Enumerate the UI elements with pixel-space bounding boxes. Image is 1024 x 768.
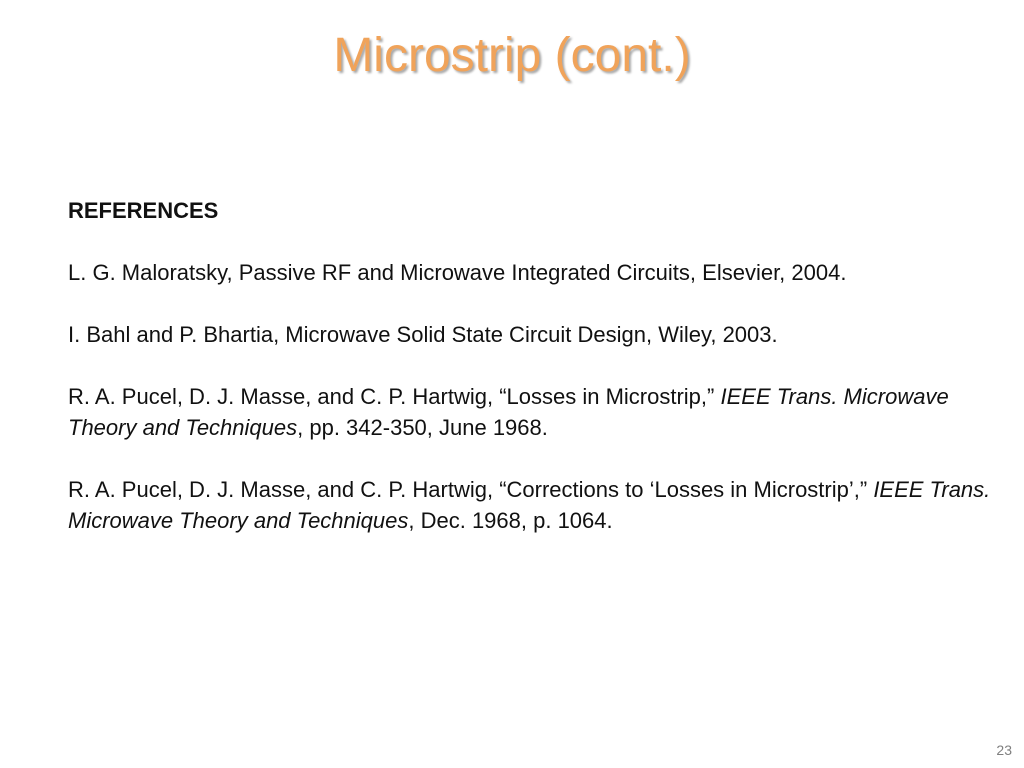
references-section bbox=[68, 195, 998, 567]
reference-item bbox=[68, 381, 998, 443]
reference-text: , pp. 342-350, June 1968. bbox=[297, 415, 548, 440]
reference-item bbox=[68, 474, 998, 536]
reference-text: L. G. Maloratsky, Passive RF and Microwave Integrated Circuits, Elsevier, 2004. bbox=[68, 260, 847, 285]
reference-text: I. Bahl and P. Bhartia, Microwave Solid State Circuit Design, Wiley, 2003. bbox=[68, 322, 778, 347]
reference-item bbox=[68, 257, 998, 288]
reference-text: R. A. Pucel, D. J. Masse, and C. P. Hartwig, “Losses in Microstrip,” bbox=[68, 384, 721, 409]
references-heading: REFERENCES bbox=[68, 198, 219, 223]
reference-text: R. A. Pucel, D. J. Masse, and C. P. Hartwig, “Corrections to ‘Losses in Microstrip’,” bbox=[68, 477, 874, 502]
reference-text: , Dec. 1968, p. 1064. bbox=[408, 508, 613, 533]
reference-item bbox=[68, 319, 998, 350]
reference-journal: IEEE Trans. Microwave Theory and Techniques bbox=[68, 477, 991, 533]
reference-journal: IEEE Trans. Microwave Theory and Techniques bbox=[68, 384, 949, 440]
slide-title: Microstrip (cont.) bbox=[333, 29, 691, 82]
page-number: 23 bbox=[996, 742, 1012, 758]
